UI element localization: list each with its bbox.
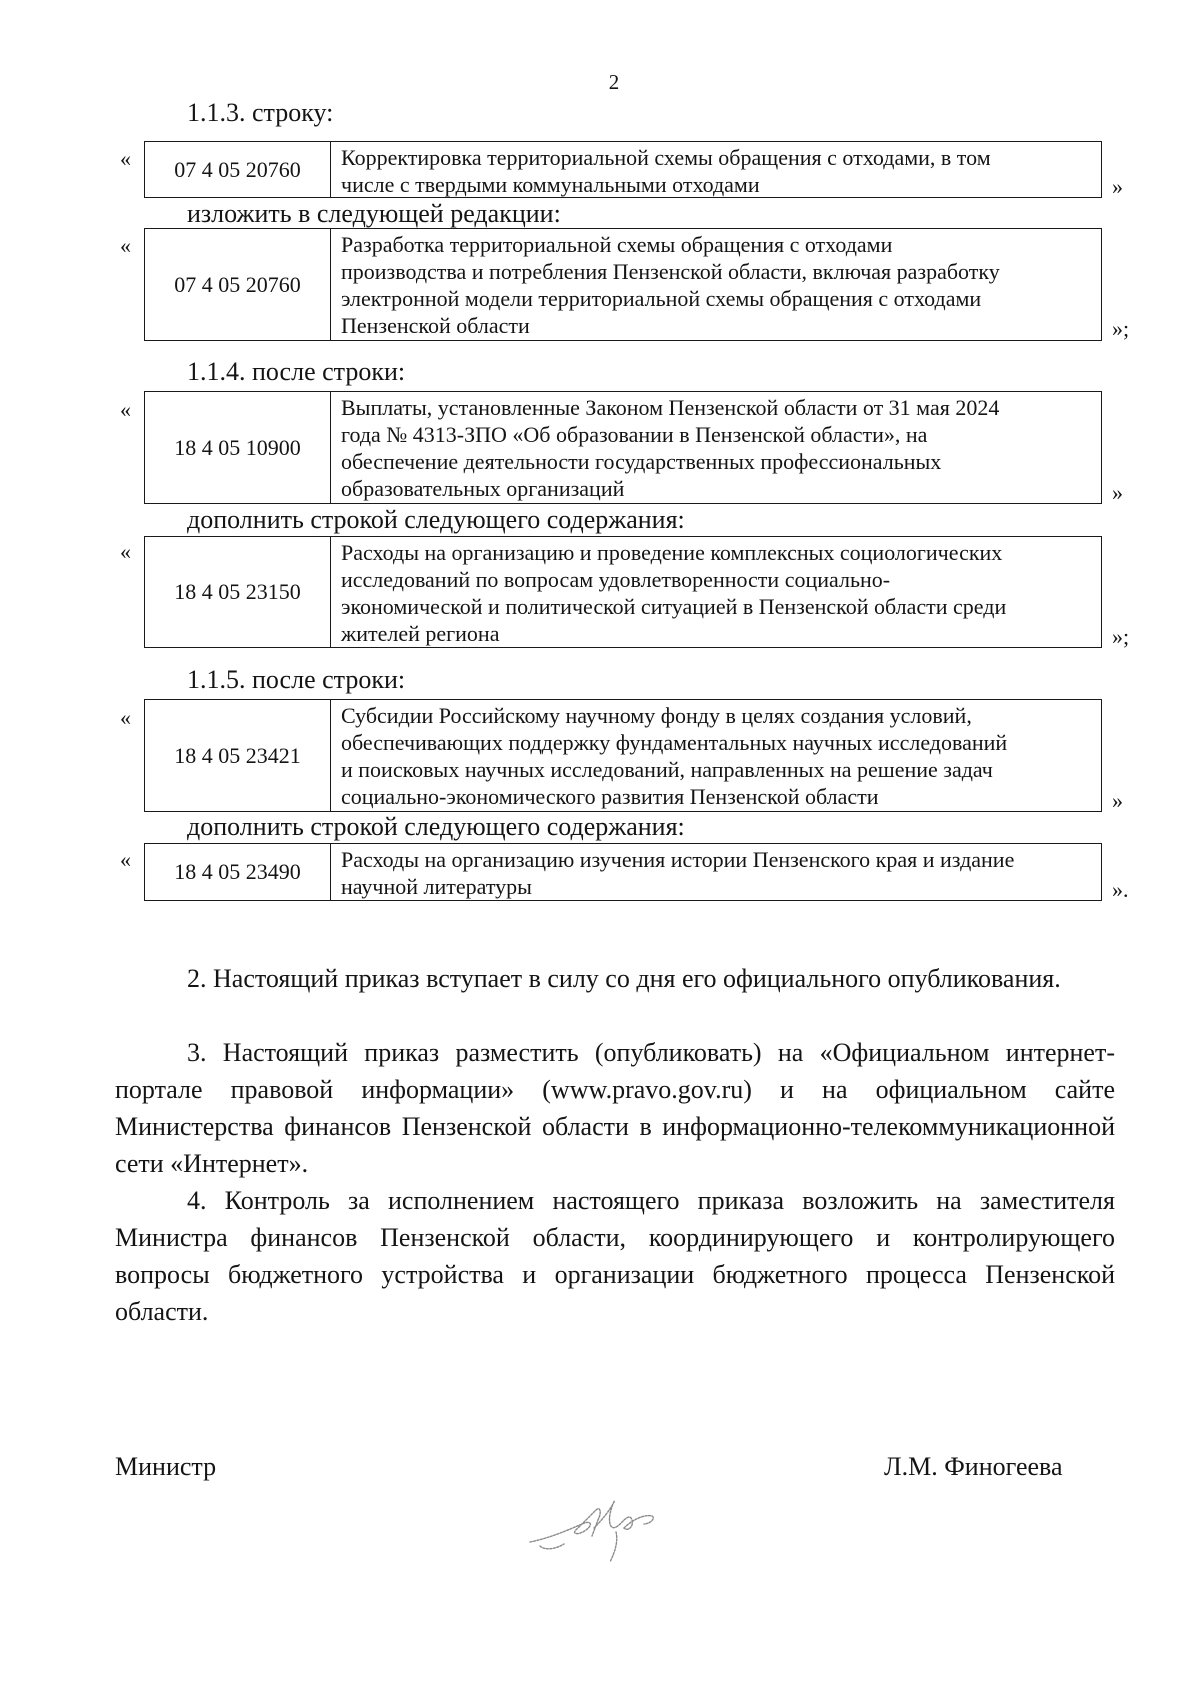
signer-title: Министр: [115, 1452, 217, 1481]
row-line: Разработка территориальной схемы обращения с отходами: [341, 232, 893, 257]
row-line: и поисковых научных исследований, направленных на решение задач: [341, 757, 993, 782]
row-line: Расходы на организацию и проведение комплексных социологических: [341, 540, 1003, 565]
row-line: экономической и политической ситуацией в Пензенской области среди: [341, 594, 1007, 619]
close-quote: »;: [1112, 316, 1130, 341]
row-line: Субсидии Российскому научному фонду в целях создания условий,: [341, 703, 972, 728]
signer-name: Л.М. Финогеева: [884, 1452, 1063, 1481]
row-line: Корректировка территориальной схемы обращения с отходами, в том: [341, 145, 991, 170]
close-quote: »: [1112, 788, 1123, 813]
subheading: дополнить строкой следующего содержания:: [187, 505, 685, 534]
row-line: исследований по вопросам удовлетворенности социально-: [341, 567, 891, 592]
close-quote: ».: [1112, 877, 1129, 902]
row-line: года № 4313-ЗПО «Об образовании в Пензенской области», на: [341, 422, 928, 447]
row-line: Расходы на организацию изучения истории Пензенского края и издание: [341, 847, 1015, 872]
row-description: [331, 142, 1101, 197]
row-line: образовательных организаций: [341, 476, 625, 501]
row-code: 18 4 05 23490: [145, 844, 331, 900]
row-line: обеспечение деятельности государственных профессиональных: [341, 449, 942, 474]
row-description: [331, 844, 1101, 900]
open-quote: «: [120, 397, 131, 422]
close-quote: »;: [1112, 624, 1130, 649]
paragraph-4: [115, 1182, 1115, 1330]
open-quote: «: [120, 705, 131, 730]
paragraph-text: 4. Контроль за исполнением настоящего приказа возложить на заместителя Министра финансов Пензенской области, координирующего и контролирующего вопросы бюджетного устройства и организации бюджетного процесса Пензенской области.: [115, 1186, 1115, 1326]
row-line: научной литературы: [341, 874, 532, 899]
subheading: дополнить строкой следующего содержания:: [187, 812, 685, 841]
page-number: 2: [608, 70, 620, 94]
row-line: числе с твердыми коммунальными отходами: [341, 172, 760, 197]
table-row-old: [144, 699, 1102, 812]
close-quote: »: [1112, 480, 1123, 505]
row-code: 07 4 05 20760: [145, 229, 331, 340]
row-code: 07 4 05 20760: [145, 142, 331, 197]
table-row-old: [144, 391, 1102, 504]
row-line: производства и потребления Пензенской области, включая разработку: [341, 259, 1000, 284]
close-quote: »: [1112, 174, 1123, 199]
signature-image: [520, 1480, 670, 1570]
open-quote: «: [120, 233, 131, 258]
paragraph-text: 2. Настоящий приказ вступает в силу со дня его официального опубликования.: [187, 964, 1061, 993]
paragraph-3: [115, 1034, 1115, 1182]
row-description: [331, 229, 1101, 340]
open-quote: «: [120, 847, 131, 872]
row-description: [331, 537, 1101, 647]
row-line: обеспечивающих поддержку фундаментальных научных исследований: [341, 730, 1008, 755]
paragraph-text: 3. Настоящий приказ разместить (опубликовать) на «Официальном интернет-портале правовой информации» (www.pravo.gov.ru) и на официальном сайте Министерства финансов Пензенской области в информационно-телекоммуникационной сети «Интернет».: [115, 1038, 1115, 1178]
open-quote: «: [120, 146, 131, 171]
paragraph-2: [115, 960, 1115, 997]
row-line: электронной модели территориальной схемы обращения с отходами: [341, 286, 982, 311]
row-line: социально-экономического развития Пензенской области: [341, 784, 879, 809]
table-row-new: [144, 843, 1102, 901]
open-quote: «: [120, 539, 131, 564]
heading-1-1-5: 1.1.5. после строки:: [187, 665, 406, 694]
table-row-new: [144, 536, 1102, 648]
table-row-new: [144, 228, 1102, 341]
table-row-old: [144, 141, 1102, 198]
row-line: жителей региона: [341, 621, 500, 646]
heading-1-1-3: 1.1.3. строку:: [187, 98, 334, 127]
row-description: [331, 392, 1101, 503]
row-description: [331, 700, 1101, 811]
subheading: изложить в следующей редакции:: [187, 199, 561, 228]
row-code: 18 4 05 23421: [145, 700, 331, 811]
row-code: 18 4 05 23150: [145, 537, 331, 647]
heading-1-1-4: 1.1.4. после строки:: [187, 357, 406, 386]
row-code: 18 4 05 10900: [145, 392, 331, 503]
row-line: Пензенской области: [341, 313, 530, 338]
row-line: Выплаты, установленные Законом Пензенской области от 31 мая 2024: [341, 395, 1000, 420]
